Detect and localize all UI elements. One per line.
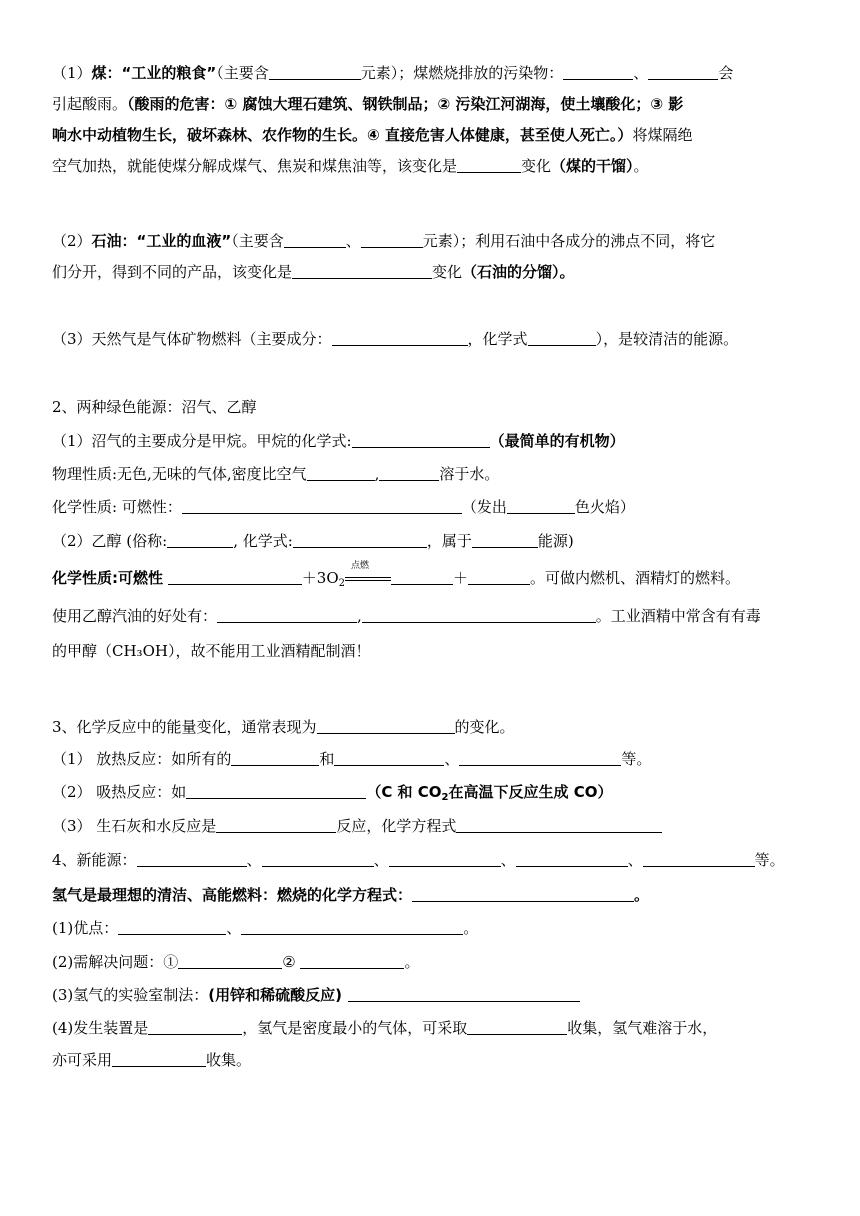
coal-line-1 (52, 62, 812, 84)
exothermic-line (52, 748, 812, 770)
text: 。可做内燃机、酒精灯的燃料。 (530, 569, 741, 587)
coal-number: （1） (52, 64, 92, 82)
blank-exo-1[interactable] (231, 750, 319, 766)
text: 的变化。 (454, 718, 515, 736)
section-2-heading: 2、两种绿色能源：沼气、乙醇 (52, 398, 257, 416)
text: 4、新能源： (52, 851, 137, 869)
blank-new-energy-2[interactable] (262, 851, 374, 867)
text: （发出 (461, 498, 507, 516)
blank-solubility[interactable] (379, 465, 439, 481)
text: ），是较清洁的能源。 (595, 330, 739, 348)
hydrogen-title: 氢气是最理想的清洁、高能燃料：燃烧的化学方程式： (52, 886, 413, 904)
coal-title: 煤：“工业的粮食” (91, 64, 217, 82)
chemical-properties-line (52, 496, 812, 518)
text: 溶于水。 (439, 465, 500, 483)
apparatus-line (52, 1017, 812, 1039)
text: 、 (633, 64, 649, 82)
blank-ethanol-formula[interactable] (293, 532, 427, 548)
blank-exo-2[interactable] (334, 750, 444, 766)
blank-new-energy-3[interactable] (389, 851, 501, 867)
oil-line-1 (52, 230, 812, 252)
coal-line-2 (52, 93, 812, 115)
blank-methane-combustion[interactable] (182, 498, 462, 514)
blank-gasohol-benefit-2[interactable] (362, 607, 596, 623)
blank-advantage-1[interactable] (118, 919, 226, 935)
text: , 化学式: (233, 532, 293, 550)
text: （3）天然气是气体矿物燃料（主要成分： (52, 330, 332, 348)
reaction-condition (345, 561, 391, 589)
oil-title: 石油：“工业的血液” (91, 232, 232, 250)
subscript: 2 (338, 578, 345, 589)
issues-line (52, 951, 812, 973)
blank-lime-equation[interactable] (456, 817, 662, 833)
text: 反应，化学方程式 (336, 817, 457, 835)
blank-energy-type[interactable] (472, 532, 538, 548)
text: 等。 (621, 750, 652, 768)
blank-lime-reaction-type[interactable] (216, 817, 336, 833)
text: 、 (373, 851, 389, 869)
blank-product-2[interactable] (468, 569, 530, 585)
text: 、 (226, 919, 242, 937)
text: ＋ (453, 569, 469, 587)
blank-gas-component[interactable] (332, 330, 468, 346)
blank-coal-pollutant-2[interactable] (648, 64, 718, 80)
text: 收集，氢气难溶于水， (567, 1019, 718, 1037)
blank-new-energy-4[interactable] (516, 851, 628, 867)
ignite-label: 点燃 (351, 561, 370, 571)
text: ，氢气是密度最小的气体，可采取 (242, 1019, 468, 1037)
blank-ethanol-alias[interactable] (167, 532, 233, 548)
blank-exo-3[interactable] (459, 750, 621, 766)
text: 空气加热，就能使煤分解成煤气、焦炭和煤焦油等，该变化是 (52, 157, 458, 175)
blank-product-1[interactable] (391, 569, 453, 585)
blank-advantage-2[interactable] (241, 919, 463, 935)
apparatus-line-2 (52, 1049, 812, 1071)
ethanol-line (52, 530, 812, 552)
text: （3） 生石灰和水反应是 (52, 817, 217, 835)
acid-rain-harm-cont: 响水中动植物生长，破坏森林、农作物的生长。④ 直接危害人体健康，甚至使人死亡。） (52, 126, 633, 144)
text: 。 (634, 886, 650, 904)
equals-bar (345, 580, 391, 581)
blank-gasohol-benefit-1[interactable] (217, 607, 357, 623)
text: 物理性质:无色,无味的气体,密度比空气 (52, 465, 307, 483)
text: 亦可采用 (52, 1051, 113, 1069)
methane-line (52, 430, 812, 452)
section-4-heading (52, 849, 812, 871)
ethanol-chem-label: 化学性质:可燃性 (52, 569, 163, 587)
quicklime-line (52, 815, 812, 837)
blank-issue-1[interactable] (178, 953, 282, 969)
text: 。 (463, 919, 479, 937)
text: (2)需解决问题：① (52, 953, 179, 971)
text: 、 (345, 232, 361, 250)
blank-ethanol-reactant[interactable] (168, 569, 302, 585)
blank-oil-element-2[interactable] (361, 232, 423, 248)
text: 会 (718, 64, 734, 82)
advantages-line (52, 917, 812, 939)
text: 们分开，得到不同的产品，该变化是 (52, 263, 293, 281)
text: 、 (246, 851, 262, 869)
text: 、 (444, 750, 460, 768)
text: （1） 放热反应：如所有的 (52, 750, 232, 768)
blank-energy-change[interactable] (317, 718, 455, 734)
blank-endo[interactable] (186, 783, 366, 799)
text: 。 (404, 953, 420, 971)
lab-note: (用锌和稀硫酸反应) (208, 986, 342, 1004)
text: 化学性质: 可燃性： (52, 498, 182, 516)
blank-h2-equation[interactable] (412, 886, 634, 902)
hydrogen-line (52, 884, 812, 906)
lab-method-line (52, 984, 812, 1006)
blank-apparatus[interactable] (148, 1019, 242, 1035)
text: 能源) (537, 532, 574, 550)
text: 元素）；煤燃烧排放的污染物： (360, 64, 564, 82)
text: , (374, 465, 380, 483)
gasohol-line (52, 605, 812, 627)
text: 收集。 (206, 1051, 252, 1069)
endothermic-line (52, 781, 812, 809)
text: 引起酸雨。 (52, 95, 128, 113)
text: (4)发生装置是 (52, 1019, 149, 1037)
text: (3)氢气的实验室制法： (52, 986, 209, 1004)
text: （主要含 (216, 64, 269, 82)
blank-coal-change[interactable] (457, 157, 521, 173)
equals-bar (345, 577, 391, 578)
text: ② (282, 953, 296, 971)
text: 等。 (754, 851, 785, 869)
blank-coal-pollutant-1[interactable] (563, 64, 633, 80)
text: 元素）；利用石油中各成分的沸点不同，将它 (422, 232, 716, 250)
methanol-warning: 的甲醇（CH₃OH），故不能用工业酒精配制酒！ (52, 642, 371, 660)
blank-collection-1[interactable] (467, 1019, 567, 1035)
endo-note-cont: 在高温下反应生成 CO） (448, 783, 613, 801)
text: ，属于 (426, 532, 472, 550)
blank-issue-2[interactable] (300, 953, 404, 969)
text: (1)优点： (52, 919, 119, 937)
blank-new-energy-1[interactable] (137, 851, 247, 867)
text: ，化学式 (467, 330, 528, 348)
text: （主要含 (231, 232, 284, 250)
blank-oil-element-1[interactable] (284, 232, 346, 248)
simplest-organic-note: （最简单的有机物） (489, 432, 625, 450)
blank-coal-element[interactable] (269, 64, 361, 80)
subscript: 2 (441, 792, 449, 803)
text: 使用乙醇汽油的好处有： (52, 607, 218, 625)
text: 和 (319, 750, 335, 768)
ethanol-equation-line (52, 561, 812, 595)
text: 变化 (521, 157, 552, 175)
blank-collection-2[interactable] (112, 1051, 206, 1067)
text: 色火焰） (574, 498, 635, 516)
acid-rain-harm: （酸雨的危害：① 腐蚀大理石建筑、钢铁制品；② 污染江河湖海，使土壤酸化；③ 影 (127, 95, 684, 113)
blank-oil-change[interactable] (292, 263, 432, 279)
oil-fractionation: （石油的分馏）。 (462, 263, 575, 281)
text: 、 (500, 851, 516, 869)
text: 。 (633, 157, 649, 175)
gas-line (52, 328, 812, 350)
blank-new-energy-5[interactable] (643, 851, 755, 867)
text: ＋3O (301, 569, 339, 587)
text: （2） 吸热反应：如 (52, 783, 187, 801)
blank-flame-color[interactable] (507, 498, 575, 514)
text: 、 (627, 851, 643, 869)
blank-lab-equation[interactable] (348, 986, 580, 1002)
text: , (357, 607, 362, 625)
text: 将煤隔绝 (632, 126, 693, 144)
coal-dry-distillation: （煤的干馏） (551, 157, 634, 175)
blank-density[interactable] (307, 465, 375, 481)
endo-note: （C 和 CO (366, 783, 442, 801)
physical-properties-line (52, 463, 812, 485)
section-3-heading (52, 716, 812, 738)
text: （2）乙醇 (俗称: (52, 532, 168, 550)
coal-line-4 (52, 155, 812, 177)
oil-number: （2） (52, 232, 92, 250)
text: 3、化学反应中的能量变化，通常表现为 (52, 718, 317, 736)
coal-line-3 (52, 124, 812, 146)
blank-methane-formula[interactable] (352, 432, 490, 448)
blank-gas-formula[interactable] (528, 330, 596, 346)
text: 变化 (432, 263, 463, 281)
text: （1）沼气的主要成分是甲烷。甲烷的化学式: (52, 432, 352, 450)
text: 。工业酒精中常含有有毒 (595, 607, 761, 625)
oil-line-2 (52, 261, 812, 283)
